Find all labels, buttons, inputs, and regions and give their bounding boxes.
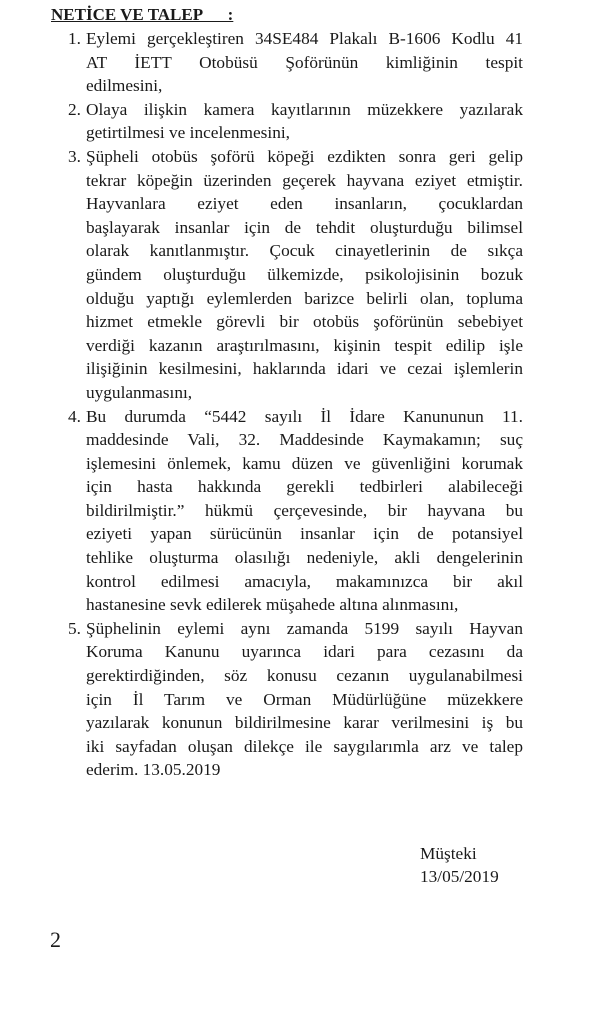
item-number: 4.: [68, 406, 81, 426]
item-text-line: AT İETT Otobüsü Şoförünün kimliğinin tespit: [86, 52, 523, 72]
item-text-line: iki sayfadan oluşan dilekçe ile saygılarımla arz ve talep: [86, 736, 523, 756]
item-text-line: bildirilmiştir.” hükmü çerçevesinde, bir hayvana bu: [86, 500, 523, 520]
signature-label: Müşteki: [420, 844, 477, 863]
item-text-line: ederim. 13.05.2019: [86, 760, 221, 780]
list-item: [0, 98, 600, 145]
item-text-line: kontrol edilmesi amacıyla, makamınızca bir akıl: [86, 571, 523, 591]
section-heading: NETİCE VE TALEP :: [51, 5, 234, 24]
item-number: 2.: [68, 99, 81, 119]
item-text-line: hizmet etmekle görevli bir otobüs şoförünün sebebiyet: [86, 312, 523, 332]
item-text-line: Eylemi gerçekleştiren 34SE484 Plakalı B-1606 Kodlu 41: [86, 29, 523, 48]
list-item: [0, 405, 600, 617]
item-text-line: için hasta hakkında gerekli tedbirleri alabileceği: [86, 477, 523, 497]
item-text-line: tehlike oluşturma olasılığı nedeniyle, akli dengelerinin: [86, 548, 523, 568]
list-item: [0, 617, 600, 782]
item-number: 3.: [68, 146, 81, 166]
item-text-line: ilişiğinin kesilmesini, haklarında idari ve cezai işlemlerin: [86, 359, 523, 379]
signature-block: [420, 842, 499, 888]
item-text-line: getirtilmesi ve incelenmesini,: [86, 123, 290, 143]
item-number: 5.: [68, 618, 81, 638]
item-text-line: Bu durumda “5442 sayılı İl İdare Kanununun 11.: [86, 406, 523, 426]
item-text-line: Şüphelinin eylemi aynı zamanda 5199 sayılı Hayvan: [86, 618, 523, 638]
item-text-line: gerektirdiğinden, söz konusu cezanın uygulanabilmesi: [86, 666, 523, 686]
item-text-line: başlayarak insanlar için de tehdit oluşturduğu bilimsel: [86, 217, 523, 237]
page-number: 2: [50, 927, 61, 952]
list-item: [0, 27, 600, 98]
item-text-line: olarak kanıtlanmıştır. Çocuk cinayetlerinin de sıkça: [86, 241, 523, 261]
list-item: [0, 145, 600, 405]
item-text-line: olduğu yaptığı eylemlerden barizce belirli olan, topluma: [86, 288, 523, 308]
item-text-line: Olaya ilişkin kamera kayıtlarının müzekkere yazılarak: [86, 99, 523, 119]
item-text-line: edilmesini,: [86, 76, 163, 96]
item-text-line: hastanesine sevk edilerek müşahede altına alınmasını,: [86, 595, 459, 615]
item-text-line: Şüpheli otobüs şoförü köpeği ezdikten sonra geri gelip: [86, 146, 523, 166]
item-text-line: verdiği kazanın araştırılmasını, kişinin tespit edilip işle: [86, 335, 523, 355]
item-text-line: tekrar köpeğin üzerinden geçerek hayvana eziyet etmiştir.: [86, 170, 523, 190]
item-text-line: Hayvanlara eziyet eden insanların, çocuklardan: [86, 194, 523, 214]
item-text-line: yazılarak konunun bildirilmesine karar verilmesini iş bu: [86, 713, 523, 733]
item-text-line: maddesinde Vali, 32. Maddesinde Kaymakamın; suç: [86, 430, 523, 450]
item-text-line: gündem oluşturduğu ülkemizde, psikolojisinin bozuk: [86, 264, 523, 284]
item-text-line: Koruma Kanunu uyarınca idari para cezasını da: [86, 642, 523, 662]
item-text-line: işlemesini önlemek, kamu düzen ve güvenliğini korumak: [86, 453, 523, 473]
item-number: 1.: [68, 29, 81, 48]
item-text-line: uygulanmasını,: [86, 382, 193, 402]
item-text-line: eziyeti yapan sürücünün insanlar için de potansiyel: [86, 524, 523, 544]
signature-date: 13/05/2019: [420, 867, 499, 886]
item-text-line: için İl Tarım ve Orman Müdürlüğüne müzekkere: [86, 689, 523, 709]
request-list: [0, 27, 600, 782]
